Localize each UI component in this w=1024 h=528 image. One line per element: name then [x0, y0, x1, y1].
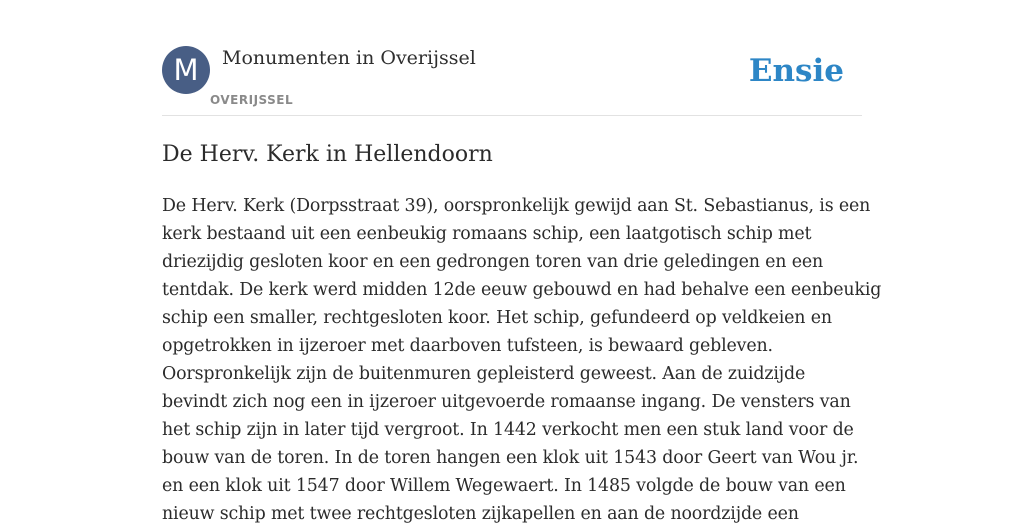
- article-body-line: opgetrokken in ijzeroer met daarboven tufsteen, is bewaard gebleven.: [162, 336, 773, 356]
- article-body-line: tentdak. De kerk werd midden 12de eeuw gebouwd en had behalve een eenbeukig: [162, 280, 882, 300]
- article-body-line: bouw van de toren. In de toren hangen een klok uit 1543 door Geert van Wou jr.: [162, 448, 859, 468]
- article-body-line: Oorspronkelijk zijn de buitenmuren gepleisterd geweest. Aan de zuidzijde: [162, 364, 806, 384]
- collection-tag-link[interactable]: OVERIJSSEL: [210, 93, 294, 107]
- article-title: De Herv. Kerk in Hellendoorn: [162, 142, 493, 167]
- article-body-line: bevindt zich nog een in ijzeroer uitgevoerde romaanse ingang. De vensters van: [162, 392, 851, 412]
- article-body-line: schip een smaller, rechtgesloten koor. Het schip, gefundeerd op veldkeien en: [162, 308, 832, 328]
- article-body-line: kerk bestaand uit een eenbeukig romaans schip, een laatgotisch schip met: [162, 224, 812, 244]
- collection-header: [162, 46, 862, 116]
- article-body-line: De Herv. Kerk (Dorpsstraat 39), oorspronkelijk gewijd aan St. Sebastianus, is een: [162, 196, 871, 216]
- ensie-logo[interactable]: Ensie: [748, 53, 844, 89]
- article-body-line: nieuw schip met twee rechtgesloten zijkapellen en aan de noordzijde een: [162, 504, 799, 524]
- collection-title-link[interactable]: Monumenten in Overijssel: [222, 47, 476, 69]
- collection-avatar[interactable]: M: [162, 46, 210, 94]
- article-body-line: driezijdig gesloten koor en een gedrongen toren van drie geledingen en een: [162, 252, 824, 272]
- article-body-line: en een klok uit 1547 door Willem Wegewaert. In 1485 volgde de bouw van een: [162, 476, 846, 496]
- article-body: [162, 192, 882, 528]
- article-body-line: het schip zijn in later tijd vergroot. In 1442 verkocht men een stuk land voor de: [162, 420, 854, 440]
